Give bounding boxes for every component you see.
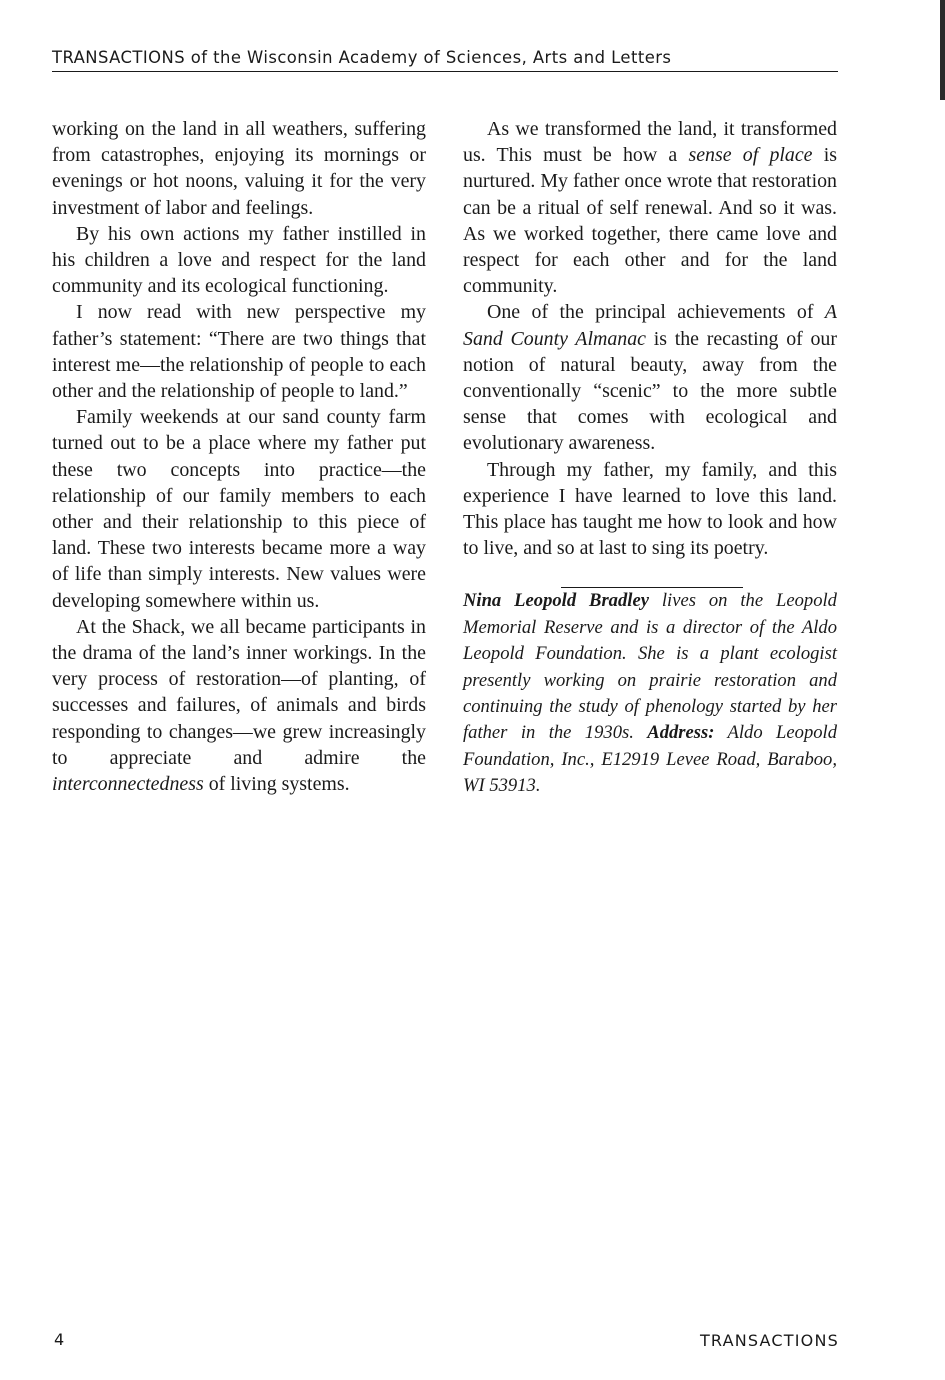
left-column [52, 116, 426, 797]
paragraph: working on the land in all weathers, suffering from catastrophes, enjoying its mornings or evenings or hot noons, valuing it for the very investment of labor and feelings. [52, 118, 426, 219]
page-edge-mark [940, 0, 945, 100]
paragraph: I now read with new perspective my father’s statement: “There are two things that interest me—the relationship of people to each other and the relationship of people to land.” [52, 301, 426, 403]
paragraph-text: of living systems. [203, 773, 350, 796]
author-name: Nina Leopold Bradley [463, 590, 649, 612]
paragraph-text: At the Shack, we all became participants in the drama of the land’s inner workings. In the very process of restoration—of planting, of successes and failures, of animals and birds responding to changes—we grew increasingly to appreciate and admire the [52, 615, 426, 769]
address-text: Aldo Leopold Foundation, Inc., E12919 Levee Road, Baraboo, WI 53913. [463, 722, 837, 797]
paragraph [463, 299, 837, 456]
paragraph: By his own actions my father instilled in his children a love and respect for the land community and its ecological functioning. [52, 222, 426, 298]
paragraph-text: As we transformed the land, it transformed us. This must be how a [463, 118, 837, 167]
author-bio [463, 588, 837, 799]
emphasis-text: interconnectedness [52, 773, 204, 796]
right-column [463, 116, 837, 800]
paragraph-text: One of the principal achievements of [487, 301, 825, 324]
paragraph-text: is nurtured. My father once wrote that restoration can be a ritual of self renewal. And so it was. As we worked together, there came love and respect for each other and for the land community. [463, 144, 837, 298]
paragraph [52, 614, 426, 797]
bio-text: lives on the Leopold Memorial Reserve and is a director of the Aldo Leopold Foundation. She is a plant ecologist presently working on prairie restoration and continuing the study of phenology started by her father in the 1930s. [463, 590, 837, 744]
paragraph: Through my father, my family, and this experience I have learned to love this land. This place has taught me how to look and how to live, and so at last to sing its poetry. [463, 458, 837, 560]
paragraph [463, 116, 837, 299]
emphasis-text: sense of place [688, 144, 813, 167]
page-number: 4 [54, 1330, 65, 1349]
paragraph: Family weekends at our sand county farm turned out to be a place where my father put these two concepts into practice—the relationship of our family members to each other and their relationship to this piece of land. These two interests became more a way of life than simply interests. New values were developing somewhere within us. [52, 406, 426, 612]
paragraph-text: is the recasting of our notion of natural beauty, away from the conventionally “scenic” to the more subtle sense that comes with ecological and evolutionary awareness. [463, 327, 838, 455]
running-header: TRANSACTIONS of the Wisconsin Academy of Sciences, Arts and Letters [52, 46, 838, 72]
running-footer: TRANSACTIONS [699, 1331, 839, 1350]
address-label: Address: [647, 722, 715, 744]
book-title: A Sand County Almanac [463, 301, 837, 350]
